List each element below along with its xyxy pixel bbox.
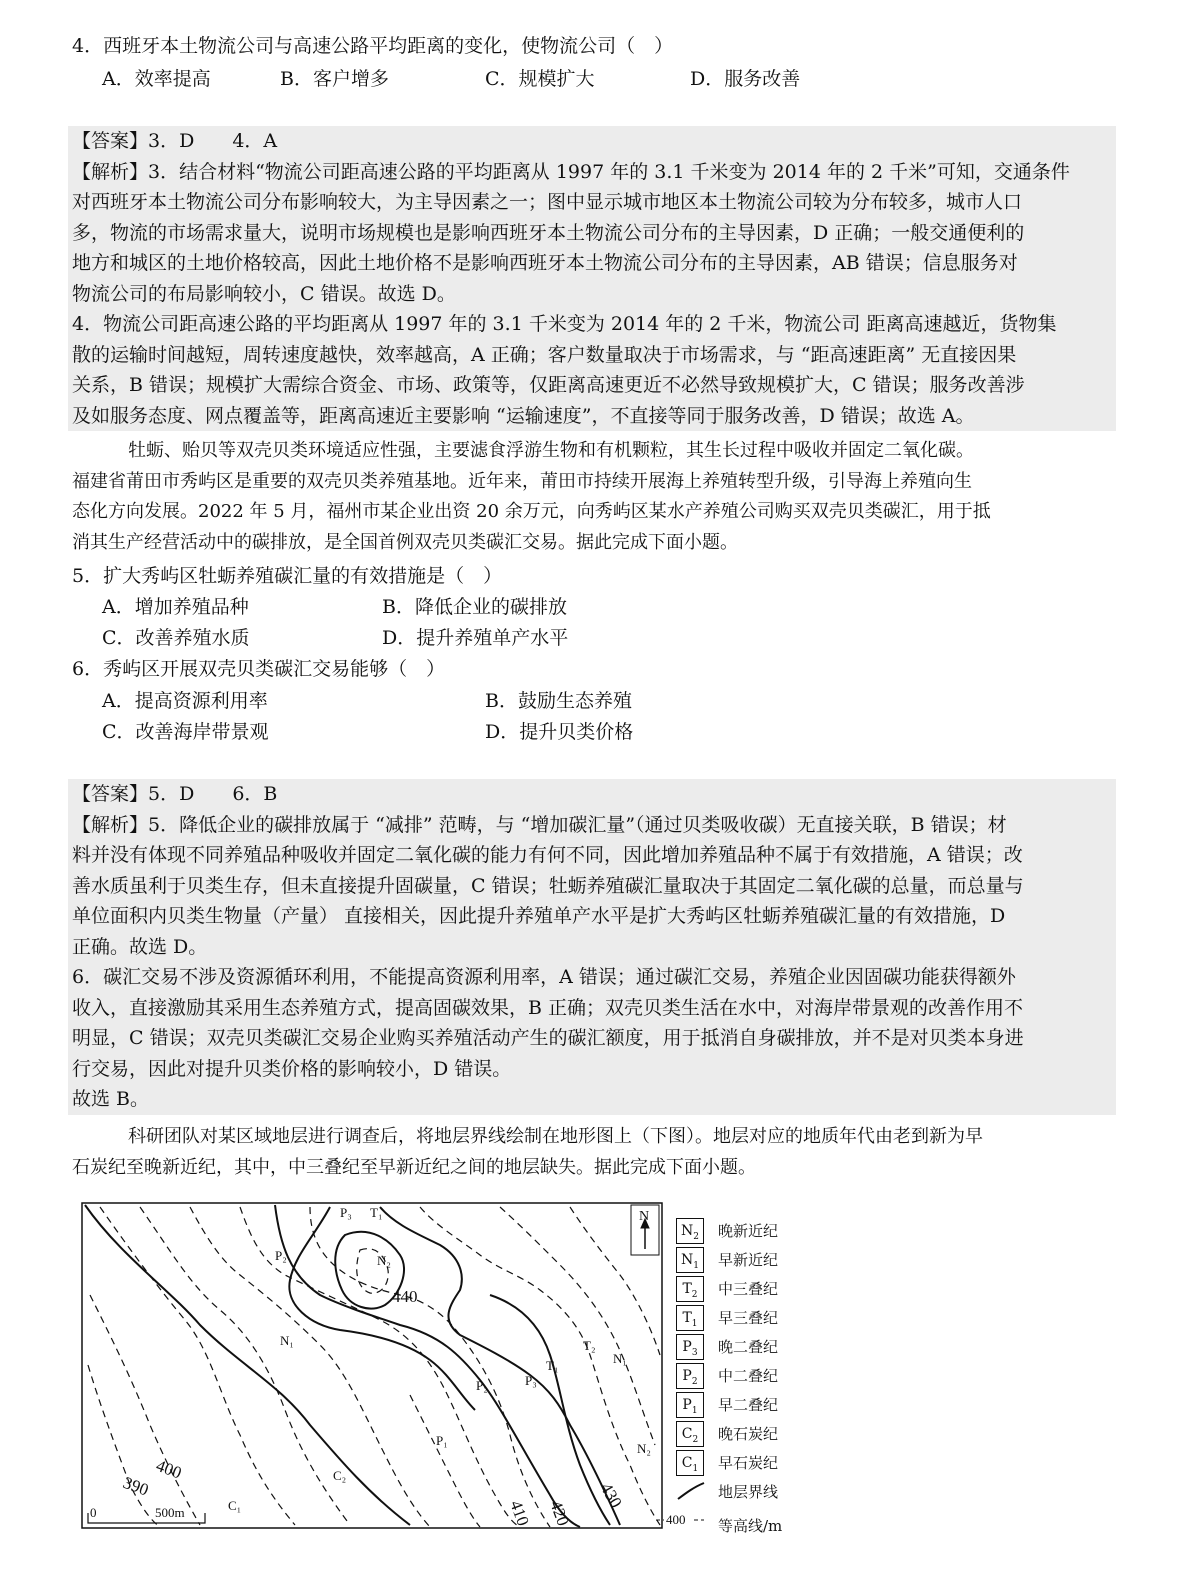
answer-line: 【答案】3．D 4．A (72, 130, 278, 152)
legend-item (676, 1334, 816, 1360)
answer-line: 多，物流的市场需求量大，说明市场规模也是影响西班牙本土物流公司分布的主导因素，D 正确；一般交通便利的 (72, 221, 1025, 244)
q6-option-b: B．鼓励生态养殖 (485, 690, 632, 712)
legend-swatch: $P_1$ (676, 1392, 704, 1418)
strata-label: P₃ (525, 1373, 537, 1388)
legend-item (676, 1450, 816, 1476)
answer-line: 善水质虽利于贝类生存，但未直接提升固碳量，C 错误；牡蛎养殖碳汇量取决于其固定二氧化碳的总量，而总量与 (72, 874, 1024, 897)
q6-option-c: C．改善海岸带景观 (102, 721, 269, 743)
scale-500m: 500m (155, 1505, 185, 1520)
strata-label: C₂ (333, 1468, 347, 1483)
legend-swatch: $N_2$ (676, 1218, 704, 1244)
answer-line: 散的运输时间越短，周转速度越快，效率越高，A 正确；客户数量取决于市场需求，与 “距高速距离” 无直接因果 (72, 343, 1017, 366)
legend-item (676, 1276, 816, 1302)
material-line: 牡蛎、贻贝等双壳贝类环境适应性强，主要滤食浮游生物和有机颗粒，其生长过程中吸收并固定二氧化碳。 (128, 440, 974, 461)
strata-label: P₃ (340, 1205, 352, 1220)
legend-item (676, 1247, 816, 1273)
strata-label: T₁ (546, 1358, 559, 1373)
legend-label: 晚新近纪 (718, 1222, 779, 1240)
legend-label: 早三叠纪 (718, 1309, 779, 1327)
q6-option-a: A．提高资源利用率 (102, 690, 268, 712)
contour-label-390: 390 (120, 1472, 152, 1500)
answer-line: 明显，C 错误；双壳贝类碳汇交易企业购买养殖活动产生的碳汇额度，用于抵消自身碳排放，并不是对贝类本身进 (72, 1027, 1024, 1049)
answer-line: 6．碳汇交易不涉及资源循环利用，不能提高资源利用率，A 错误；通过碳汇交易，养殖企业因固碳功能获得额外 (72, 966, 1016, 988)
legend-label: 等高线/m (718, 1517, 783, 1535)
contour-label-410: 410 (506, 1497, 533, 1529)
answer-block-5-6 (68, 779, 1116, 1115)
boundary-line (380, 1207, 620, 1525)
contour-line (410, 1395, 480, 1527)
legend-label: 中三叠纪 (718, 1280, 779, 1298)
strata-label: N₁ (280, 1333, 294, 1348)
legend-label: 晚二叠纪 (718, 1338, 779, 1356)
q5-option-d: D．提升养殖单产水平 (382, 627, 569, 649)
contour-label-440: 440 (392, 1287, 418, 1306)
legend-item (676, 1305, 816, 1331)
q6-option-d: D．提升贝类价格 (485, 721, 634, 743)
answer-line: 正确。故选 D。 (72, 935, 208, 958)
answer-line: 及如服务态度、网点覆盖等，距离高速近主要影响 “运输速度”，不直接等同于服务改善，D 错误；故选 A。 (72, 404, 975, 427)
q6-stem: 6．秀屿区开展双壳贝类碳汇交易能够（ ） (72, 658, 446, 680)
legend-swatch: $T_2$ (676, 1276, 704, 1302)
material-line: 消其生产经营活动中的碳排放，是全国首例双壳贝类碳汇交易。据此完成下面小题。 (72, 531, 738, 553)
strata-label: N₂ (377, 1253, 391, 1268)
legend-item (676, 1421, 816, 1447)
material-line: 福建省莆田市秀屿区是重要的双壳贝类养殖基地。近年来，莆田市持续开展海上养殖转型升级，引导海上养殖向生 (72, 470, 972, 492)
strata-label: N₁ (613, 1351, 627, 1366)
strata-boundaries (85, 1205, 620, 1527)
legend-item (676, 1363, 816, 1389)
north-label: N (639, 1209, 650, 1224)
contour-line (190, 1207, 430, 1527)
strata-label: P₂ (275, 1248, 287, 1263)
q5-option-c: C．改善养殖水质 (102, 627, 250, 649)
material-next (72, 1122, 1112, 1183)
legend-item (676, 1218, 816, 1244)
legend-swatch: $C_1$ (676, 1450, 704, 1476)
q4-option-c: C．规模扩大 (485, 68, 595, 90)
answer-line: 【解析】5．降低企业的碳排放属于 “减排” 范畴，与 “增加碳汇量”（通过贝类吸收碳）无直接关联，B 错误；材 (72, 813, 1007, 836)
q5-stem: 5．扩大秀屿区牡蛎养殖碳汇量的有效措施是（ ） (72, 565, 503, 587)
legend-label: 早石炭纪 (718, 1454, 779, 1472)
q4-option-a: A．效率提高 (102, 68, 211, 90)
q4-option-d: D．服务改善 (690, 68, 801, 90)
q5-option-b: B．降低企业的碳排放 (382, 596, 567, 618)
q4-option-b: B．客户增多 (280, 68, 389, 90)
legend-swatch: $N_1$ (676, 1247, 704, 1273)
answer-line: 【解析】3．结合材料“物流公司距高速公路的平均距离从 1997 年的 3.1 千米变为 2014 年的 2 千米”可知，交通条件 (72, 160, 1070, 183)
legend-label: 早二叠纪 (718, 1396, 779, 1414)
answer-line: 【答案】5．D 6．B (72, 783, 278, 805)
contour-sample-value: 400 (666, 1512, 686, 1527)
boundary-line (275, 1205, 580, 1527)
legend-item (676, 1392, 816, 1418)
scale-zero: 0 (90, 1505, 97, 1520)
material-5-6 (72, 436, 1112, 558)
strata-label: T₂ (583, 1338, 596, 1353)
answer-line: 4．物流公司距高速公路的平均距离从 1997 年的 3.1 千米变为 2014 年的 2 千米，物流公司 距离高速越近，货物集 (72, 313, 1057, 335)
strata-label: P₁ (436, 1433, 448, 1448)
boundary-line-icon (676, 1479, 706, 1503)
legend-label: 中二叠纪 (718, 1367, 779, 1385)
legend-swatch: $C_2$ (676, 1421, 704, 1447)
legend-item-contour (666, 1508, 816, 1535)
north-arrow-icon (631, 1205, 659, 1255)
answer-line: 关系，B 错误；规模扩大需综合资金、市场、政策等，仅距离高速更近不必然导致规模扩大，C 错误；服务改善涉 (72, 374, 1025, 396)
q5-option-a: A．增加养殖品种 (102, 596, 249, 618)
legend-item-boundary (676, 1479, 816, 1505)
scale-bar (88, 1505, 205, 1523)
strata-label: N₂ (637, 1441, 651, 1456)
answer-line: 单位面积内贝类生物量（产量） 直接相关，因此提升养殖单产水平是扩大秀屿区牡蛎养殖碳汇量的有效措施，D (72, 905, 1006, 927)
answer-line: 对西班牙本土物流公司分布影响较大，为主导因素之一；图中显示城市地区本土物流公司较为分布较多，城市人口 (72, 191, 1023, 213)
contour-line (88, 1365, 160, 1527)
strata-label: T₁ (370, 1205, 383, 1220)
answer-line: 物流公司的布局影响较小，C 错误。故选 D。 (72, 282, 456, 305)
strata-topographic-map (80, 1195, 670, 1535)
answer-line: 故选 B。 (72, 1088, 150, 1110)
contour-label-400: 400 (153, 1455, 185, 1483)
material-line: 石炭纪至晚新近纪，其中，中三叠纪至早新近纪之间的地层缺失。据此完成下面小题。 (72, 1156, 756, 1178)
contour-label-420: 420 (546, 1497, 573, 1529)
legend-swatch: $P_3$ (676, 1334, 704, 1360)
contour-line (570, 1207, 660, 1355)
strata-label: C₁ (228, 1498, 242, 1513)
answer-line: 地方和城区的土地价格较高，因此土地价格不是影响西班牙本土物流公司分布的主导因素，AB 错误；信息服务对 (72, 252, 1018, 274)
material-line: 科研团队对某区域地层进行调查后，将地层界线绘制在地形图上（下图）。地层对应的地质年代由老到新为早 (128, 1126, 983, 1147)
legend-swatch: $P_2$ (676, 1363, 704, 1389)
legend-swatch: $T_1$ (676, 1305, 704, 1331)
answer-line: 料并没有体现不同养殖品种吸收并固定二氧化碳的能力有何不同，因此增加养殖品种不属于有效措施，A 错误；改 (72, 844, 1023, 866)
contour-line (500, 1207, 655, 1445)
contour-label-430: 430 (596, 1479, 626, 1512)
answer-line: 行交易，因此对提升贝类价格的影响较小，D 错误。 (72, 1057, 512, 1080)
strata-label: P₂ (476, 1378, 488, 1393)
material-line: 态化方向发展。2022 年 5 月，福州市某企业出资 20 余万元，向秀屿区某水产养殖公司购买双壳贝类碳汇，用于抵 (72, 501, 991, 522)
legend-label: 早新近纪 (718, 1251, 779, 1269)
q4-stem: 4．西班牙本土物流公司与高速公路平均距离的变化，使物流公司（ ） (72, 35, 674, 57)
answer-line: 收入，直接激励其采用生态养殖方式，提高固碳效果，B 正确；双壳贝类生活在水中，对海岸带景观的改善作用不 (72, 996, 1024, 1019)
legend-label: 晚石炭纪 (718, 1425, 779, 1443)
legend-label: 地层界线 (718, 1483, 779, 1501)
boundary-line (490, 1295, 610, 1525)
answer-block-3-4 (68, 126, 1116, 431)
contour-line-icon (656, 1508, 706, 1532)
